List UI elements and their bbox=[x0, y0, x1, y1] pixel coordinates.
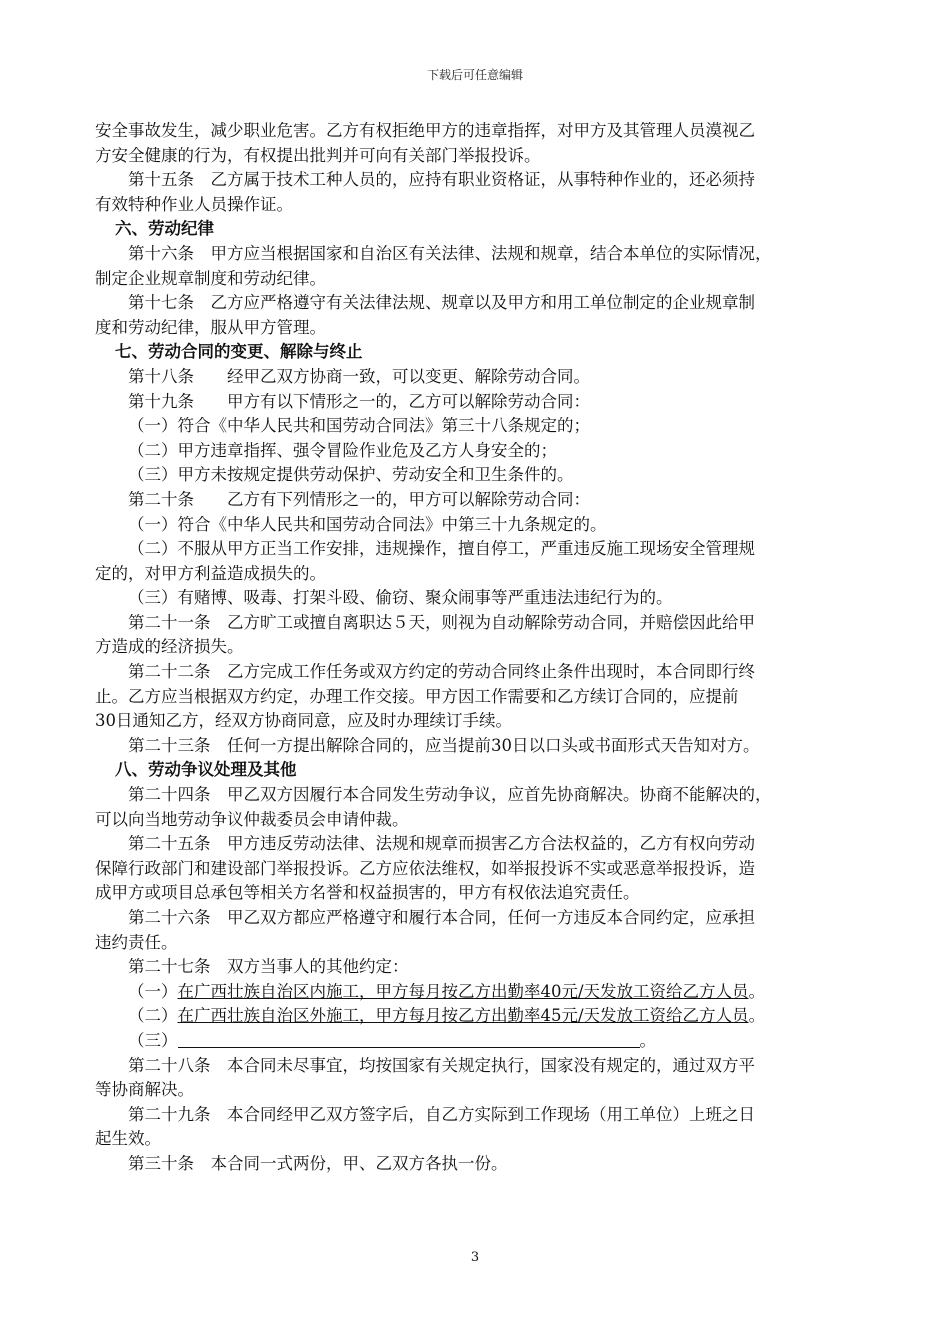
item-marker: （二） bbox=[128, 1006, 178, 1026]
paragraph-line: 方安全健康的行为，有权提出批判并可向有关部门举报投诉。 bbox=[95, 145, 541, 165]
page-number: 3 bbox=[470, 1250, 480, 1265]
document-body bbox=[95, 119, 860, 1177]
list-item: （三）有赌博、吸毒、打架斗殴、偷窃、聚众闹事等严重违法违纪行为的。 bbox=[128, 588, 673, 608]
article-30: 第三十条 本合同一式两份，甲、乙双方各执一份。 bbox=[128, 1153, 508, 1173]
page-header: 下载后可任意编辑 bbox=[426, 68, 523, 82]
article-16: 第十六条 甲方应当根据国家和自治区有关法律、法规和规章，结合本单位的实际情况， bbox=[128, 243, 772, 263]
blank-fill-line bbox=[178, 1031, 640, 1048]
article-28: 第二十八条 本合同未尽事宜，均按国家有关规定执行，国家没有规定的，通过双方平 bbox=[128, 1055, 755, 1075]
paragraph-line: 保障行政部门和建设部门举报投诉。乙方应依法维权，如举报投诉不实或恶意举报投诉，造 bbox=[95, 858, 755, 878]
item-marker: （三） bbox=[128, 1030, 178, 1050]
list-item: （三）甲方未按规定提供劳动保护、劳动安全和卫生条件的。 bbox=[128, 465, 574, 485]
paragraph-line: 安全事故发生，减少职业危害。乙方有权拒绝甲方的违章指挥，对甲方及其管理人员漠视乙 bbox=[95, 121, 755, 140]
article-22: 第二十二条 乙方完成工作任务或双方约定的劳动合同终止条件出现时，本合同即行终 bbox=[128, 662, 755, 682]
article-27: 第二十七条 双方当事人的其他约定： bbox=[128, 957, 409, 977]
item-marker: （一） bbox=[128, 981, 178, 1001]
paragraph-line: 定的，对甲方利益造成损失的。 bbox=[95, 563, 326, 583]
section-heading-8: 八、劳动争议处理及其他 bbox=[115, 760, 297, 780]
article-18: 第十八条 经甲乙双方协商一致，可以变更、解除劳动合同。 bbox=[128, 366, 590, 386]
underlined-clause: 在广西壮族自治区内施工，甲方每月按乙方出勤率40元/天发放工资给乙方人员 bbox=[177, 981, 749, 1001]
list-item: （一）符合《中华人民共和国劳动合同法》中第三十九条规定的。 bbox=[128, 514, 607, 534]
paragraph-line: 可以向当地劳动争议仲裁委员会申请仲裁。 bbox=[95, 809, 409, 829]
list-item: （二）甲方违章指挥、强令冒险作业危及乙方人身安全的； bbox=[128, 440, 557, 460]
article-19: 第十九条 甲方有以下情形之一的，乙方可以解除劳动合同： bbox=[128, 391, 590, 411]
paragraph-line: 度和劳动纪律，服从甲方管理。 bbox=[95, 317, 326, 337]
article-23: 第二十三条 任何一方提出解除合同的，应当提前30日以口头或书面形式天告知对方。 bbox=[128, 735, 760, 755]
paragraph-line: 等协商解决。 bbox=[95, 1080, 194, 1100]
underlined-clause: 在广西壮族自治区外施工，甲方每月按乙方出勤率45元/天发放工资给乙方人员 bbox=[177, 1006, 749, 1026]
article-17: 第十七条 乙方应严格遵守有关法律法规、规章以及甲方和用工单位制定的企业规章制 bbox=[128, 293, 755, 313]
list-item: （一）符合《中华人民共和国劳动合同法》第三十八条规定的； bbox=[128, 416, 590, 436]
list-item-blank bbox=[95, 1029, 860, 1054]
paragraph-line: 30日通知乙方，经双方协商同意，应及时办理续订手续。 bbox=[95, 711, 512, 731]
list-item-underlined bbox=[95, 980, 860, 1005]
article-21: 第二十一条 乙方旷工或擅自离职达５天，则视为自动解除劳动合同，并赔偿因此给甲 bbox=[128, 612, 755, 632]
article-25: 第二十五条 甲方违反劳动法律、法规和规章而损害乙方合法权益的，乙方有权向劳动 bbox=[128, 834, 755, 854]
section-heading-6: 六、劳动纪律 bbox=[115, 219, 214, 239]
article-24: 第二十四条 甲乙双方因履行本合同发生劳动争议，应首先协商解决。协商不能解决的， bbox=[128, 785, 772, 805]
paragraph-line: 成甲方或项目总承包等相关方名誉和权益损害的，甲方有权依法追究责任。 bbox=[95, 883, 640, 903]
paragraph-line: 制定企业规章制度和劳动纪律。 bbox=[95, 268, 326, 288]
list-item-underlined bbox=[95, 1004, 860, 1029]
paragraph-line: 有效特种作业人员操作证。 bbox=[95, 194, 293, 214]
paragraph-line: 方造成的经济损失。 bbox=[95, 637, 244, 657]
paragraph-line: 止。乙方应当根据双方约定，办理工作交接。甲方因工作需要和乙方续订合同的，应提前 bbox=[95, 686, 739, 706]
article-26: 第二十六条 甲乙双方都应严格遵守和履行本合同，任何一方违反本合同约定，应承担 bbox=[128, 908, 755, 927]
item-end: 。 bbox=[639, 1030, 656, 1050]
item-end: 。 bbox=[748, 981, 766, 1001]
item-end: 。 bbox=[748, 1006, 766, 1026]
article-15: 第十五条 乙方属于技术工种人员的，应持有职业资格证，从事特种作业的，还必须持 bbox=[128, 170, 755, 190]
list-item: （二）不服从甲方正当工作安排，违规操作，擅自停工，严重违反施工现场安全管理规 bbox=[128, 539, 755, 559]
article-29: 第二十九条 本合同经甲乙双方签字后，自乙方实际到工作现场（用工单位）上班之日 bbox=[128, 1104, 755, 1124]
paragraph-line: 起生效。 bbox=[95, 1129, 161, 1149]
paragraph-line: 违约责任。 bbox=[95, 932, 178, 952]
section-heading-7: 七、劳动合同的变更、解除与终止 bbox=[115, 342, 363, 362]
article-20: 第二十条 乙方有下列情形之一的，甲方可以解除劳动合同： bbox=[128, 489, 590, 509]
